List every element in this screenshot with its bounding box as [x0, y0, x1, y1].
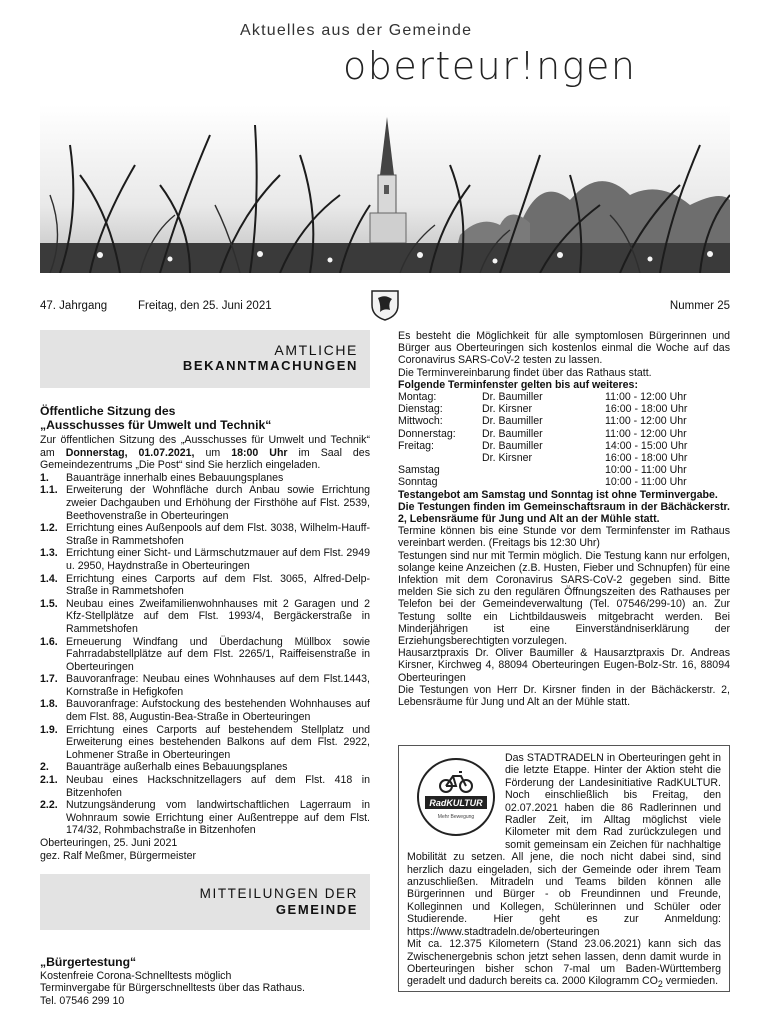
agenda-text: Bauanträge innerhalb eines Bebauungsplanes: [66, 471, 284, 484]
agenda-text: Neubau eines Zweifamilienwohnhauses mit 2 Garagen und 2 Kfz-Stellplätze auf dem Flst. 1993/4, Bergäckerstraße in Rammetshofen: [66, 597, 370, 635]
buergertestung-line1: Kostenfreie Corona-Schnelltests möglich: [40, 969, 232, 982]
agenda-item: [40, 522, 370, 547]
agenda-item: [40, 698, 370, 723]
agenda-num: 1.8.: [40, 698, 58, 711]
schedule-day: Freitag:: [398, 439, 434, 452]
testung-termin: Die Terminvereinbarung findet über das Rathaus statt.: [398, 366, 652, 379]
schedule-day: Montag:: [398, 391, 437, 404]
church-spire-grass-image: [40, 105, 730, 273]
agenda-text: Nutzungsänderung vom landwirtschaftlichen Lagerraum in Wohnraum sowie Errichtung einer Außentreppe auf dem Flst. 174/32, Rohmbachstraße in Bitzenhofen: [66, 799, 370, 837]
intro-text: Zur öffentlichen Sitzung des „Ausschusses für Umwelt und Technik“ am: [40, 434, 370, 459]
agenda-item: [40, 573, 370, 598]
left-column: [40, 330, 370, 1008]
agenda-num: 2.1.: [40, 774, 58, 787]
schedule-day: [398, 452, 482, 464]
municipality-logo-wordmark: oberteur!ngen: [343, 44, 637, 88]
agenda-item: [40, 547, 370, 572]
issue-date: Freitag, den 25. Juni 2021: [138, 300, 272, 312]
testung-intro: Es besteht die Möglichkeit für alle symptomlosen Bürgerinnen und Bürger aus Oberteuringen sich kostenlos einmal die Woche auf das Coronavirus SARS-CoV-2 testen zu lassen.: [398, 330, 730, 367]
masthead: [0, 0, 770, 105]
stadtradeln-box: [398, 745, 730, 992]
schedule-time: 10:00 - 11:00 Uhr: [605, 476, 687, 489]
agenda-num: 1.5.: [40, 597, 58, 610]
closing-place-date: Oberteuringen, 25. Juni 2021: [40, 837, 178, 849]
agenda-num: 1.7.: [40, 673, 58, 686]
hero-photo: [40, 105, 730, 273]
co2-subscript: 2: [657, 979, 663, 990]
stadtradeln-text2: [407, 938, 721, 991]
agenda-item: [40, 472, 370, 485]
agenda-item: [40, 484, 370, 522]
agenda-num: 1.1.: [40, 484, 58, 497]
testung-body1: Termine können bis eine Stunde vor dem Terminfenster im Rathaus vereinbart werden. (Freitags bis 12:30 Uhr): [398, 525, 730, 550]
agenda-item: [40, 774, 370, 799]
schedule-time: 11:00 - 12:00 Uhr: [605, 391, 687, 404]
agenda-text: Bauvoranfrage: Aufstockung des bestehenden Wohnhauses auf dem Flst. 88, Augustin-Bea-Straße in Oberteuringen: [66, 698, 370, 724]
section-header-line2: BEKANNTMACHUNGEN: [182, 358, 358, 373]
schedule-doctor: Dr. Baumiller: [482, 391, 543, 404]
schedule-doctor: [482, 476, 605, 488]
intro-time: 18:00 Uhr: [231, 446, 288, 459]
testung-schedule: [398, 391, 730, 489]
schedule-day: Mittwoch:: [398, 415, 443, 428]
agenda-item: [40, 673, 370, 698]
testung-body2: Testungen sind nur mit Termin möglich. Die Testung kann nur erfolgen, solange keine Anzeichen (z.B. Husten, Fieber und Schnupfen) für eine Infektion mit dem Coronavirus SARS-CoV-2 gegeben sind. Bitte melden Sie sich zu den regulären Öffnungszeiten des Rathauses per Telefon bei der Gemeindeverwaltung (Tel. 07546/299-10) an. Zur Testung sollte ein Lichtbildausweis mitgebracht werden. Bei Minderjährigen ist eine Einverständniserklärung der Erziehungsberechtigten vorzulegen.: [398, 549, 730, 648]
schedule-doctor: Dr. Baumiller: [482, 439, 543, 452]
stadtradeln-text2-main: Mit ca. 12.375 Kilometern (Stand 23.06.2021) kann sich das Zwischenergebnis schon jetzt sehen lassen, denn damit wurde in Oberteuringen bisher schon 7-mal um Baden-Württemberg geradelt und dadurch bereits ca. 2000 Kilogramm CO: [407, 938, 721, 988]
schedule-doctor: Dr. Baumiller: [482, 427, 543, 440]
schedule-day: Donnerstag:: [398, 427, 456, 440]
agenda-text: Erneuerung Windfang und Überdachung Müllbox sowie Fahrradabstellplätze auf dem Flst. 2265/1, Raiffeisenstraße in Oberteuringen: [66, 635, 370, 673]
schedule-time: 10:00 - 11:00 Uhr: [605, 464, 687, 477]
article-title-line2: „Ausschusses für Umwelt und Technik“: [40, 418, 272, 432]
agenda-item: [40, 799, 370, 837]
masthead-kicker: Aktuelles aus der Gemeinde: [240, 22, 473, 39]
testung-schedule-title: Folgende Terminfenster gelten bis auf weiteres:: [398, 378, 638, 391]
schedule-doctor: Dr. Kirsner: [482, 403, 533, 416]
schedule-doctor: [482, 464, 605, 476]
section-header-line1: MITTEILUNGEN DER: [199, 886, 358, 902]
intro-text: um: [194, 446, 232, 459]
agenda-text: Bauanträge außerhalb eines Bebauungsplanes: [66, 761, 288, 774]
schedule-time: 11:00 - 12:00 Uhr: [605, 427, 687, 440]
agenda-text: Errichtung einer Sicht- und Lärmschutzmauer auf dem Flst. 2949 u. 2950, Haydnstraße in Oberteuringen: [66, 547, 370, 572]
agenda-num: 2.: [40, 761, 49, 774]
agenda-list: [40, 472, 370, 837]
stadtradeln-text1: Das STADTRADELN in Oberteuringen geht in die letzte Etappe. Hinter der Aktion steht die Förderung der Landesinitiative RadKULTUR. Noch einschließlich bis Freitag, den 02.07.2021 haben die 86 Radlerinnen und Radler Zeit, im Alltag möglichst viele Kilometer mit dem Rad zurückzulegen und somit gemeinsam ein Zeichen für nachhaltige Mobilität zu setzen. All jene, die noch nicht dabei sind, sind herzlich dazu eingeladen, sich der Gemeinde oder ihrem Team anzuschließen. Mitradeln und Teams bilden können alle Bürgerinnen und Bürger - ob Freundinnen und Freunde, Kolleginnen und Kollegen, Schülerinnen und Schüler oder Studierende. Hier geht es zur Anmeldung: https://www.stadtradeln.de/oberteuringen: [407, 752, 721, 938]
agenda-num: 1.: [40, 471, 49, 484]
radkultur-logo-subtext: Mehr Bewegung: [437, 814, 475, 820]
agenda-num: 1.9.: [40, 723, 58, 736]
agenda-num: 1.6.: [40, 635, 58, 648]
agenda-num: 1.4.: [40, 572, 58, 585]
agenda-item: [40, 636, 370, 674]
testung-body4: Die Testungen von Herr Dr. Kirsner finden in der Bächäckerstr. 2, Lebensräume für Jung und Alt an der Mühle statt.: [398, 683, 730, 709]
agenda-text: Bauvoranfrage: Neubau eines Wohnhauses auf dem Flst.1443, Kornstraße in Hefigkofen: [66, 673, 370, 698]
schedule-time: 16:00 - 18:00 Uhr: [605, 403, 688, 416]
schedule-doctor: Dr. Baumiller: [482, 415, 543, 428]
closing-signature: gez. Ralf Meßmer, Bürgermeister: [40, 849, 197, 862]
schedule-time: 14:00 - 15:00 Uhr: [605, 439, 688, 452]
testung-weekend-note: Testangebot am Samstag und Sonntag ist ohne Terminvergabe.: [398, 488, 718, 501]
testung-location: Die Testungen finden im Gemeinschaftsraum in der Bächäckerstr. 2, Lebensräume für Jung und Alt an der Mühle statt.: [398, 500, 730, 526]
agenda-item: [40, 598, 370, 636]
buergertestung-line2: Terminvergabe für Bürgerschnelltests über das Rathaus.: [40, 982, 305, 995]
schedule-time: 16:00 - 18:00 Uhr: [605, 452, 688, 465]
volume-label: 47. Jahrgang: [40, 300, 108, 312]
agenda-num: 2.2.: [40, 799, 58, 812]
coat-of-arms-icon: [368, 288, 402, 322]
agenda-text: Errichtung eines Carports auf dem Flst. 3065, Alfred-Delp-Straße in Rammetshofen: [66, 572, 370, 598]
intro-text: im Saal des Gemeindezentrums „Die Post“ sind Sie herzlich eingeladen.: [40, 446, 370, 472]
agenda-text: Errichtung eines Außenpools auf dem Flst. 3038, Wilhelm-Hauff-Straße in Rammetshofen: [66, 522, 370, 547]
agenda-text: Neubau eines Hackschnitzellagers auf dem Flst. 418 in Bitzenhofen: [66, 774, 370, 799]
article-title-line1: Öffentliche Sitzung des: [40, 404, 176, 418]
section-header-amtliche: [40, 330, 370, 388]
radkultur-logo-icon: [415, 756, 497, 838]
schedule-doctor: Dr. Kirsner: [482, 452, 533, 465]
article-title-buergertestung: „Bürgertestung“: [40, 955, 137, 970]
testung-body3: Hausarztpraxis Dr. Oliver Baumiller & Hausarztpraxis Dr. Andreas Kirsner, Kirchweg 4, 88094 Oberteuringen Eugen-Bolz-Str. 16, 88094 Oberteuringen: [398, 647, 730, 684]
right-column: [398, 330, 730, 708]
schedule-day: Sonntag: [398, 476, 438, 489]
article-intro: [40, 434, 370, 472]
section-header-line2: GEMEINDE: [275, 902, 358, 918]
schedule-day: Samstag: [398, 464, 440, 477]
section-header-mitteilungen: [40, 874, 370, 930]
intro-date: Donnerstag, 01.07.2021,: [65, 446, 195, 459]
section-header-line1: AMTLICHE: [274, 342, 358, 358]
agenda-num: 1.2.: [40, 522, 58, 535]
schedule-time: 11:00 - 12:00 Uhr: [605, 415, 687, 428]
article-title-sitzung: [40, 404, 370, 432]
issue-number: Nummer 25: [669, 300, 730, 312]
schedule-day: Dienstag:: [398, 403, 443, 416]
agenda-num: 1.3.: [40, 547, 58, 560]
agenda-item: [40, 724, 370, 762]
buergertestung-phone: Tel. 07546 299 10: [40, 994, 125, 1007]
radkultur-logo-text: RadKULTUR: [429, 798, 483, 808]
agenda-text: Errichtung eines Carports auf bestehendem Stellplatz und Erweiterung eines bestehenden Balkons auf dem Flst. 2922, Lohmener Straße in Oberteuringen: [66, 723, 370, 761]
stadtradeln-text2-end: vermieden.: [662, 975, 719, 988]
agenda-text: Erweiterung der Wohnfläche durch Anbau sowie Errichtung zweier Dachgauben und Erhöhung der Firsthöhe auf Flst. 2539, Beethovenstraße in Oberteuringen: [66, 484, 370, 522]
agenda-item: [40, 761, 370, 774]
